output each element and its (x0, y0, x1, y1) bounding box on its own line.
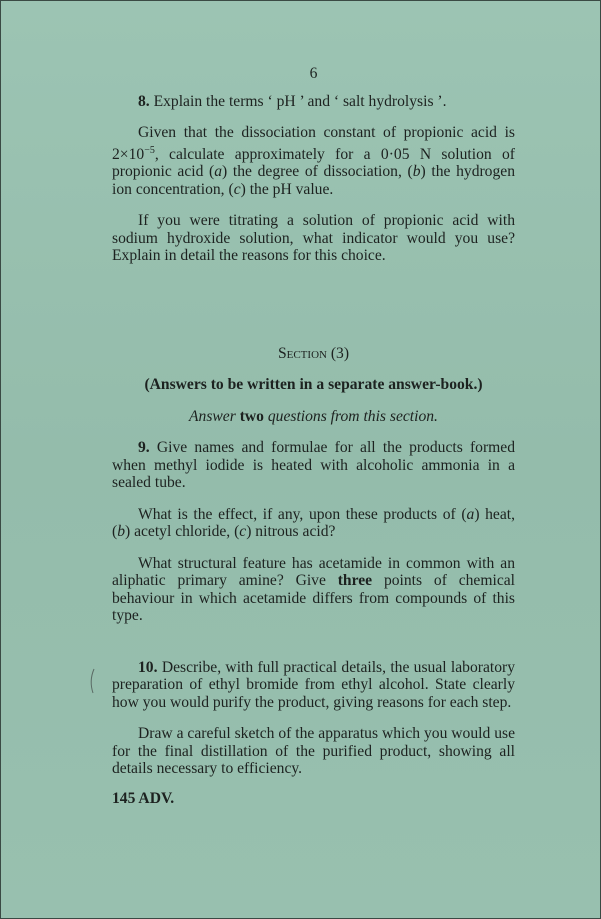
q9-p2-part-b: ) heat, ( (112, 505, 515, 541)
page-number: 6 (309, 65, 318, 82)
question-9-text: Give names and formulae for all the products formed when methyl iodide is heated with alcoholic ammonia in a sealed tube. (112, 439, 515, 492)
question-9-intro (112, 439, 515, 492)
section-label: Section (277, 344, 327, 362)
q9-p3-part-a: What structural feature has acetamide in common with an aliphatic primary amine? Give (112, 554, 515, 590)
q9-p2-part-d: ) nitrous acid? (246, 523, 336, 541)
q8-exponent: −5 (144, 144, 155, 156)
q9-letter-a: a (466, 505, 475, 523)
footer-code: 145 ADV. (112, 789, 175, 807)
question-8-text: Explain the terms ‘ pH ’ and ‘ salt hydrolysis ’. (153, 92, 447, 110)
q8-letter-a: a (214, 163, 223, 181)
q9-p2-part-c: ) acetyl chloride, ( (125, 523, 240, 541)
q8-p2-part-e: ) the pH value. (240, 180, 334, 198)
section-answer-note: (Answers to be written in a separate answer-book.) (144, 376, 483, 394)
q8-p2-part-a: Given that the dissociation constant of propionic acid is 2×10 (112, 124, 515, 163)
q8-p2-part-c: ) the degree of dissociation, ( (222, 163, 413, 181)
q9-p3-part-b: points of chemical behaviour in which acetamide differs from compounds of this type. (112, 572, 515, 625)
instruction-two: two (239, 407, 264, 425)
instruction-rest: questions from this section. (267, 407, 438, 425)
q9-p2-part-a: What is the effect, if any, upon these products of ( (138, 505, 467, 523)
q8-letter-c: c (233, 180, 241, 198)
question-8-calculation (112, 124, 515, 198)
question-10-text: Describe, with full practical details, the usual laboratory preparation of ethyl bromide from ethyl alcohol. State clearly how you would purify the product, giving reasons for each step. (112, 658, 515, 711)
q8-letter-b: b (412, 163, 421, 181)
q9-letter-b: b (117, 523, 125, 541)
section-number: (3) (330, 344, 350, 362)
question-9-effects (112, 506, 515, 541)
question-8-number: 8. (138, 92, 150, 110)
question-10-intro (112, 659, 515, 712)
instruction-answer: Answer (189, 407, 236, 425)
pencil-mark-icon (88, 668, 98, 694)
question-9-number: 9. (138, 439, 150, 457)
question-10-sketch: Draw a careful sketch of the apparatus which you would use for the final distillation of the purified product, showing all details necessary to efficiency. (112, 725, 515, 778)
section-instruction (112, 408, 515, 426)
question-8-intro (112, 93, 515, 111)
q9-three: three (337, 572, 373, 590)
q9-letter-c: c (239, 523, 247, 541)
question-10-number: 10. (138, 658, 158, 676)
page-content (112, 65, 515, 807)
question-8-titration: If you were titrating a solution of propionic acid with sodium hydroxide solution, what indicator would you use? Explain in detail the reasons for this choice. (112, 212, 515, 265)
q8-p2-part-d: ) the hydrogen ion concentration, ( (112, 163, 515, 198)
q8-p2-part-b: , calculate approximately for a 0·05 N solution of propionic acid ( (112, 145, 515, 181)
section-heading (112, 345, 515, 363)
question-9-acetamide (112, 555, 515, 625)
